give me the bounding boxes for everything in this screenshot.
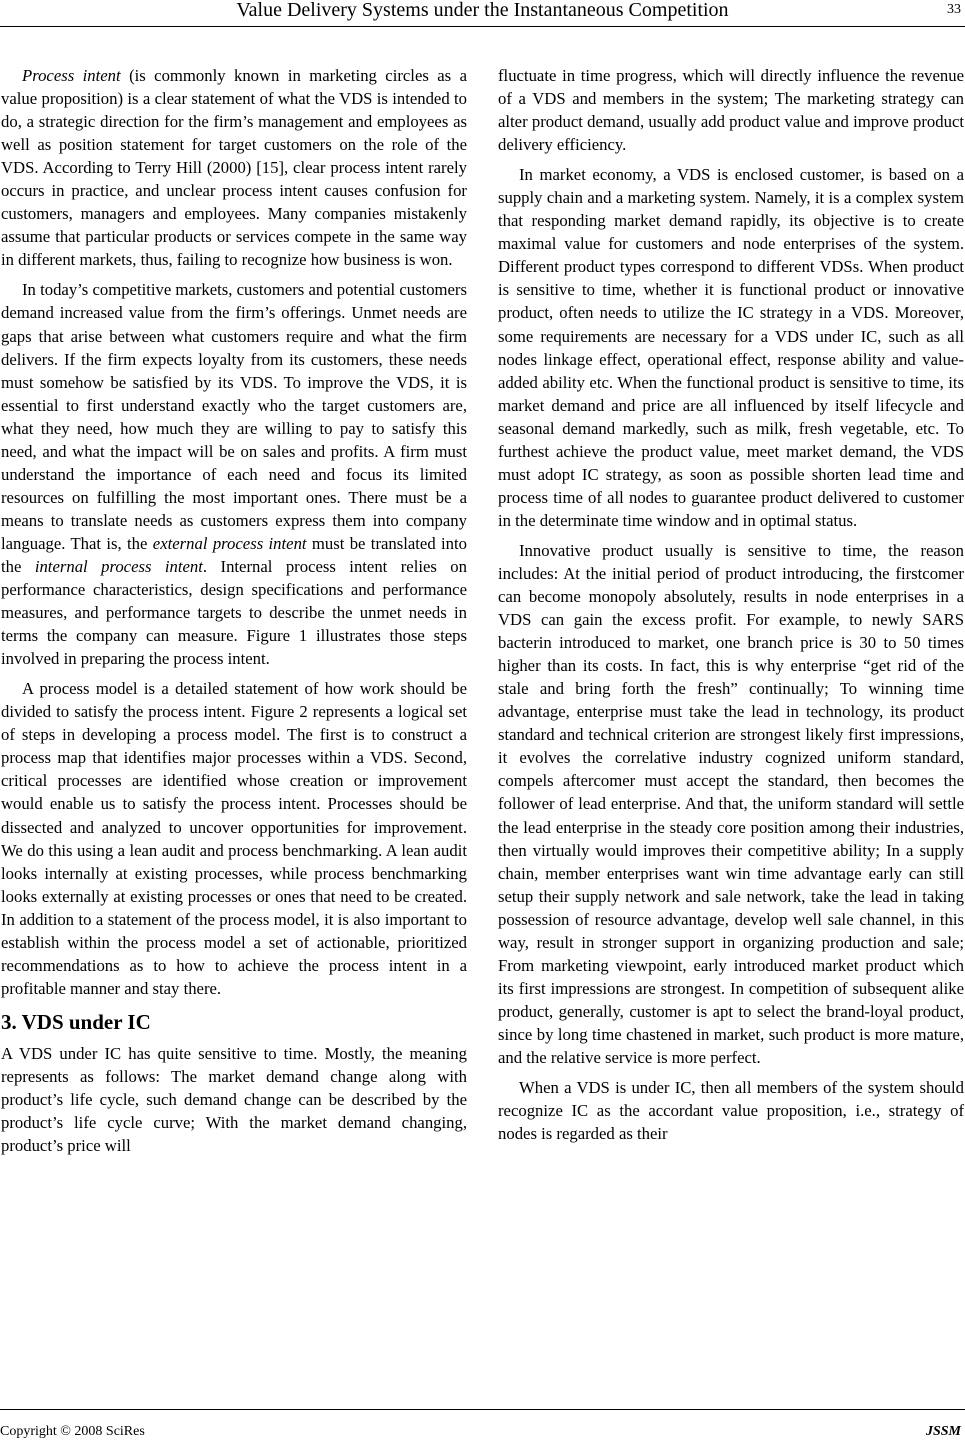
paragraph-process-model: A process model is a detailed statement of how work should be divided to satisfy the process intent. Figure 2 represents a logical set of steps in developing a process model. The first is to construct a process map that identifies major processes within a VDS. Second, critical processes are identified whose creation or improvement would enable us to satisfy the process intent. Processes should be dissected and analyzed to uncover opportunities for improvement. We do this using a lean audit and process benchmarking. A lean audit looks internally at existing processes, while process benchmarking looks externally at existing processes or ones that need to be created. In addition to a statement of the process model, it is also important to establish within the process model a set of actionable, prioritized recommendations as to how to achieve the process intent in a profitable manner and stay there. (1, 679, 467, 998)
paragraph-text: In today’s competitive markets, customers and potential customers demand increased value from the firm’s offerings. Unmet needs are gaps that arise between what customers require and what the firm delivers. If the firm expects loyalty from its customers, these needs must somehow be satisfied by its VDS. To improve the VDS, it is essential to first understand exactly who the target customers are, what they need, how much they are willing to pay to satisfy this need, and what the impact will be on sales and profits. A firm must understand the importance of each need and focus its limited resources on fulfilling the most important ones. There must be a means to translate needs as customers express them into company language. That is, the (1, 280, 467, 553)
copyright: Copyright © 2008 SciRes (0, 1424, 145, 1439)
paragraph-text: must be translated into the (1, 533, 467, 576)
journal-name: JSSM (925, 1424, 961, 1439)
right-column (498, 64, 964, 1145)
paragraph-text: . Internal process intent relies on performance characteristics, design specifications and performance measures, and performance targets to describe the unmet needs in terms the company can measure. Figure 1 illustrates those steps involved in preparing the process intent. (1, 556, 467, 669)
running-title: Value Delivery Systems under the Instantaneous Competition (236, 0, 729, 21)
paragraph-market-economy: In market economy, a VDS is enclosed customer, is based on a supply chain and a marketing system. Namely, it is a complex system that responding market demand rapidly, its objective is to create maximal value for customers and node enterprises of the system. Different product types correspond to different VDSs. When product is sensitive to time, whether it is functional product or innovative product, often needs to utilize the IC strategy in a VDS. Moreover, some requirements are necessary for a VDS under IC, such as all nodes linkage effect, operational effect, response ability and value-added ability etc. When the functional product is sensitive to time, its market demand and price are all influenced by itself lifecycle and seasonal demand markedly, such as milk, fresh vegetable, etc. To furthest achieve the product value, meet market demand, the VDS must adopt IC strategy, as soon as possible shorten lead time and process time of all nodes to guarantee product delivered to customer in the determinate time window and in optimal status. (498, 165, 964, 530)
term-internal-process-intent: internal process intent (34, 556, 203, 576)
paragraph-text: (is commonly known in marketing circles as a value proposition) is a clear statement of what the VDS is intended to do, a strategic direction for the firm’s management and employees as well as position statement for target customers on the role of the VDS. According to Terry Hill (2000) [15], clear process intent rarely occurs in practice, and unclear process intent causes confusion for customers, managers and employees. Many companies mistakenly assume that particular products or services compete in the same way in different markets, thus, failing to recognize how business is won. (1, 66, 467, 270)
term-external-process-intent: external process intent (152, 533, 307, 553)
page-footer (0, 1409, 965, 1444)
paragraph-vds-under-ic: A VDS under IC has quite sensitive to time. Mostly, the meaning represents as follows: The market demand change along with product’s life cycle, such demand change can be described by the product’s life cycle curve; With the market demand changing, product’s price will (1, 1043, 467, 1156)
paragraph-competitive-markets (1, 278, 467, 670)
page-header (0, 0, 965, 27)
paragraph-process-intent (1, 64, 467, 271)
section-heading: 3. VDS under IC (1, 1009, 151, 1034)
left-column (1, 64, 467, 1157)
paragraph-continued: fluctuate in time progress, which will directly influence the revenue of a VDS and members in the system; The marketing strategy can alter product demand, usually add product value and improve product delivery efficiency. (498, 66, 964, 155)
page-number: 33 (947, 2, 961, 17)
paragraph-innovative-product: Innovative product usually is sensitive to time, the reason includes: At the initial period of product introducing, the firstcomer can become monopoly absolutely, results in node enterprises in a VDS can gain the excess profit. For example, to newly SARS bacterin introduced to market, one branch price is 30 to 50 times higher than its costs. In fact, this is why enterprise “get rid of the stale and bring forth the fresh” continually; To winning time advantage, enterprise must take the lead in technology, its product standard and technical criterion are strongest likely first impressions, it evolves the correlative industry cognized uniform standard, compels aftercomer must accept the standard, then becomes the follower of lead enterprise. And that, the uniform standard will settle the lead enterprise in the steady core position among their industries, then virtually would improves their competitive ability; In a supply chain, member enterprises want win time advantage early can still setup their supply network and sale network, take the lead in taking possession of resource advantage, develop well sale channel, in this way, result in stronger support in organizing production and sale; From marketing viewpoint, early introduced market product which its first impressions are strongest. In competition of subsequent alike product, generally, customer is apt to select the brand-loyal product, since by long time chastened in market, such product is more mature, and the relative service is more perfect. (498, 540, 964, 1067)
term-process-intent: Process intent (22, 66, 121, 85)
paragraph-value-proposition: When a VDS is under IC, then all members of the system should recognize IC as the accordant value proposition, i.e., strategy of nodes is regarded as their (498, 1078, 964, 1144)
